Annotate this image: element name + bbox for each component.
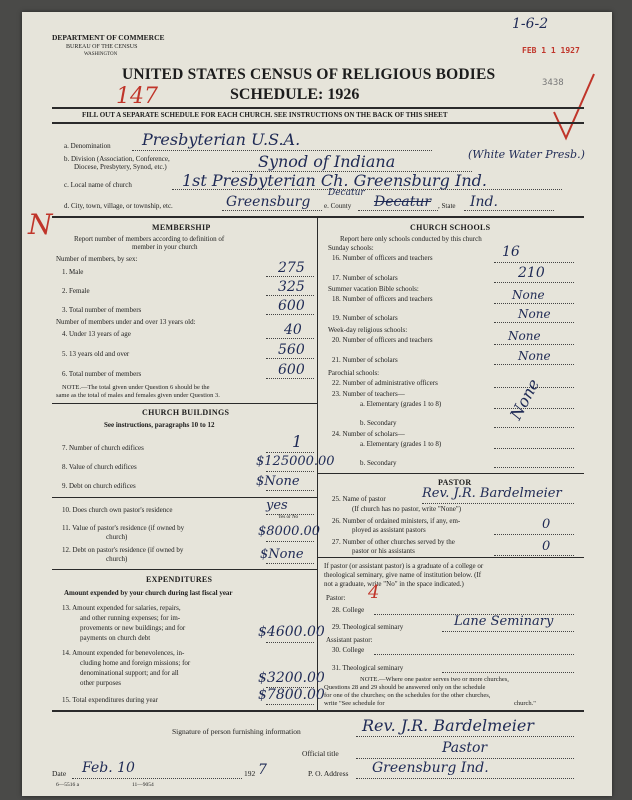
division-label-1: b. Division (Association, Conference,	[64, 155, 170, 163]
q28-label: 28. College	[332, 606, 365, 614]
q4-value: 40	[284, 322, 302, 338]
q22-label: 22. Number of administrative officers	[332, 379, 438, 387]
q27-label-2: pastor or his assistants	[352, 547, 415, 555]
q3-label: 3. Total number of members	[62, 306, 142, 314]
grad-note-1: If pastor (or assistant pastor) is a graduate of a college or	[324, 562, 484, 570]
q26-value: 0	[542, 517, 551, 532]
denomination-value: Presbyterian U.S.A.	[142, 130, 301, 149]
buildings-heading: CHURCH BUILDINGS	[142, 408, 230, 417]
q9-value: $None	[256, 474, 300, 489]
q26-label-2: ployed as assistant pastors	[352, 526, 426, 534]
form-title: UNITED STATES CENSUS OF RELIGIOUS BODIES	[122, 66, 496, 83]
membership-heading: MEMBERSHIP	[152, 223, 211, 232]
pastor-note-4: write "See schedule for	[324, 700, 385, 707]
q14-line-4: other purposes	[80, 679, 122, 687]
q6-value: 600	[278, 362, 305, 378]
bureau-label: BUREAU OF THE CENSUS	[66, 44, 138, 50]
date-value: Feb. 10	[82, 760, 135, 776]
q14-line-1: 14. Amount expended for benevolences, in-	[62, 649, 185, 657]
q31-label: 31. Theological seminary	[332, 664, 404, 672]
parochial-label: Parochial schools:	[328, 369, 380, 377]
county-correction: Decatur	[328, 188, 365, 198]
instruction-line: FILL OUT A SEPARATE SCHEDULE FOR EACH CHURCH. SEE INSTRUCTIONS ON THE BACK OF THIS SHEET	[82, 111, 448, 119]
q10-label: 10. Does church own pastor's residence	[62, 506, 173, 514]
expenditures-heading: EXPENDITURES	[146, 575, 213, 584]
q25-label: 25. Name of pastor	[332, 495, 386, 503]
pastor-sub-label: Pastor:	[326, 594, 346, 602]
q14-line-2: cluding home and foreign missions; for	[80, 659, 191, 667]
city-label: WASHINGTON	[84, 52, 118, 57]
q15-label: 15. Total expenditures during year	[62, 696, 158, 704]
q12-label-2: church)	[106, 555, 128, 563]
state-label: , State	[438, 202, 456, 210]
corner-note: 1-6-2	[512, 16, 549, 32]
q29-value: Lane Seminary	[454, 614, 554, 629]
city-value: Greensburg	[226, 194, 311, 210]
q17-value: 210	[518, 265, 545, 281]
q18-value: None	[512, 288, 545, 302]
q8-value: $125000.00	[256, 454, 335, 469]
q3-value: 600	[278, 298, 305, 314]
q25-hint: (If church has no pastor, write "None")	[352, 505, 462, 513]
official-title-label: Official title	[302, 749, 339, 758]
division-label-2: Diocese, Presbytery, Synod, etc.)	[74, 163, 167, 171]
age-head-label: Number of members under and over 13 years old:	[56, 318, 196, 326]
po-address-value: Greensburg Ind.	[372, 760, 489, 776]
po-address-label: P. O. Address	[308, 769, 349, 778]
membership-intro-2: member in your church	[132, 243, 198, 251]
pastor-heading: PASTOR	[438, 478, 472, 487]
weekday-label: Week-day religious schools:	[328, 326, 408, 334]
summer-label: Summer vacation Bible schools:	[328, 285, 419, 293]
membership-note-2: same as the total of males and females given under Question 3.	[56, 392, 220, 399]
division-note: (White Water Presb.)	[468, 148, 585, 161]
q13-line-3: provements or new buildings; and for	[80, 624, 186, 632]
q4-label: 4. Under 13 years of age	[62, 330, 131, 338]
q1-label: 1. Male	[62, 268, 84, 276]
q14-line-3: denominational support; and for all	[80, 669, 179, 677]
local-name-label: c. Local name of church	[64, 181, 132, 189]
pastor-note-5: church."	[514, 700, 536, 707]
q27-value: 0	[542, 539, 551, 554]
assistant-label: Assistant pastor:	[326, 636, 373, 644]
yes-no-hint: Yes or No	[278, 515, 299, 520]
q29-label: 29. Theological seminary	[332, 623, 404, 631]
form-number-2: 11—9054	[132, 782, 154, 788]
q12-value: $None	[260, 547, 304, 562]
q16-label: 16. Number of officers and teachers	[332, 254, 433, 262]
sunday-label: Sunday schools:	[328, 244, 374, 252]
q13-line-1: 13. Amount expended for salaries, repairs,	[62, 604, 181, 612]
division-value: Synod of Indiana	[258, 152, 396, 171]
city-label: d. City, town, village, or township, etc.	[64, 202, 173, 210]
q1-value: 275	[278, 260, 305, 276]
red-number: 147	[116, 84, 158, 109]
q23b-label: b. Secondary	[360, 419, 397, 427]
year-value: 7	[258, 762, 267, 778]
state-value: Ind.	[470, 194, 498, 210]
year-prefix: 192	[244, 769, 256, 778]
q19-value: None	[518, 307, 551, 321]
q23a-label: a. Elementary (grades 1 to 8)	[360, 400, 442, 408]
q15-value: $7800.00	[258, 687, 325, 703]
q19-label: 19. Number of scholars	[332, 314, 398, 322]
received-stamp: FEB 1 1 1927	[522, 46, 580, 55]
pastor-note-1: NOTE.—Where one pastor serves two or more churches,	[360, 676, 509, 683]
q7-value: 1	[292, 432, 303, 451]
pastor-note-2: Questions 28 and 29 should be answered only on the schedule	[324, 684, 486, 691]
grad-note-2: theological seminary, give name of institution below. (If	[324, 571, 482, 579]
membership-intro-1: Report number of members according to definition of	[74, 235, 225, 243]
q5-value: 560	[278, 342, 305, 358]
stamp-number: 3438	[542, 78, 564, 88]
q11-label-2: church)	[106, 533, 128, 541]
pastor-note-3: for one of the churches; on the schedules for the other churches,	[324, 692, 491, 699]
q20-value: None	[508, 329, 541, 343]
q11-label-1: 11. Value of pastor's residence (if owned by	[62, 524, 185, 532]
q8-label: 8. Value of church edifices	[62, 463, 137, 471]
schedule-title: SCHEDULE: 1926	[230, 86, 360, 103]
expenditures-sub: Amount expended by your church during last fiscal year	[64, 589, 233, 597]
q21-value: None	[518, 349, 551, 363]
q7-label: 7. Number of church edifices	[62, 444, 144, 452]
schools-heading: CHURCH SCHOOLS	[410, 223, 491, 232]
q24-label: 24. Number of scholars—	[332, 430, 405, 438]
local-name-value: 1st Presbyterian Ch. Greensburg Ind.	[182, 171, 487, 190]
q24b-label: b. Secondary	[360, 459, 397, 467]
q11-value: $8000.00	[258, 524, 321, 539]
q24a-label: a. Elementary (grades 1 to 8)	[360, 440, 442, 448]
q14-value: $3200.00	[258, 670, 325, 686]
date-label: Date	[52, 769, 67, 778]
q18-label: 18. Number of officers and teachers	[332, 295, 433, 303]
buildings-sub: See instructions, paragraphs 10 to 12	[104, 421, 215, 429]
q5-label: 5. 13 years old and over	[62, 350, 130, 358]
q27-label-1: 27. Number of other churches served by the	[332, 538, 455, 546]
q13-value: $4600.00	[258, 624, 325, 640]
dept-label: DEPARTMENT OF COMMERCE	[52, 33, 165, 42]
signature-value: Rev. J.R. Bardelmeier	[362, 716, 534, 735]
q23-label: 23. Number of teachers—	[332, 390, 405, 398]
by-sex-label: Number of members, by sex:	[56, 255, 138, 263]
q26-label-1: 26. Number of ordained ministers, if any, em-	[332, 517, 461, 525]
q6-label: 6. Total number of members	[62, 370, 142, 378]
q25-value: Rev. J.R. Bardelmeier	[422, 486, 562, 501]
q13-line-2: and other running expenses; for im-	[80, 614, 181, 622]
q2-label: 2. Female	[62, 287, 90, 295]
census-schedule-sheet	[22, 12, 612, 796]
q17-label: 17. Number of scholars	[332, 274, 398, 282]
county-value: Decatur	[374, 194, 432, 210]
q2-value: 325	[278, 279, 305, 295]
official-title-value: Pastor	[442, 740, 488, 756]
signature-label: Signature of person furnishing information	[172, 727, 301, 736]
q30-label: 30. College	[332, 646, 365, 654]
q13-line-4: payments on church debt	[80, 634, 151, 642]
denomination-label: a. Denomination	[64, 142, 111, 150]
schools-sub: Report here only schools conducted by this church	[340, 235, 482, 243]
pastor-mark: 4	[368, 582, 380, 603]
q21-label: 21. Number of scholars	[332, 356, 398, 364]
q9-label: 9. Debt on church edifices	[62, 482, 136, 490]
county-label: e. County	[324, 202, 352, 210]
membership-note-1: NOTE.—The total given under Question 6 should be the	[62, 384, 210, 391]
parochial-none-value: None	[506, 375, 544, 423]
q16-value: 16	[502, 244, 520, 260]
q20-label: 20. Number of officers and teachers	[332, 336, 433, 344]
grad-note-3: not a graduate, write "No" in the space indicated.)	[324, 580, 464, 588]
q12-label-1: 12. Debt on pastor's residence (if owned by	[62, 546, 184, 554]
side-mark: N	[28, 208, 53, 241]
q10-value: yes	[266, 498, 288, 513]
form-number: 6—5516 a	[56, 782, 80, 788]
